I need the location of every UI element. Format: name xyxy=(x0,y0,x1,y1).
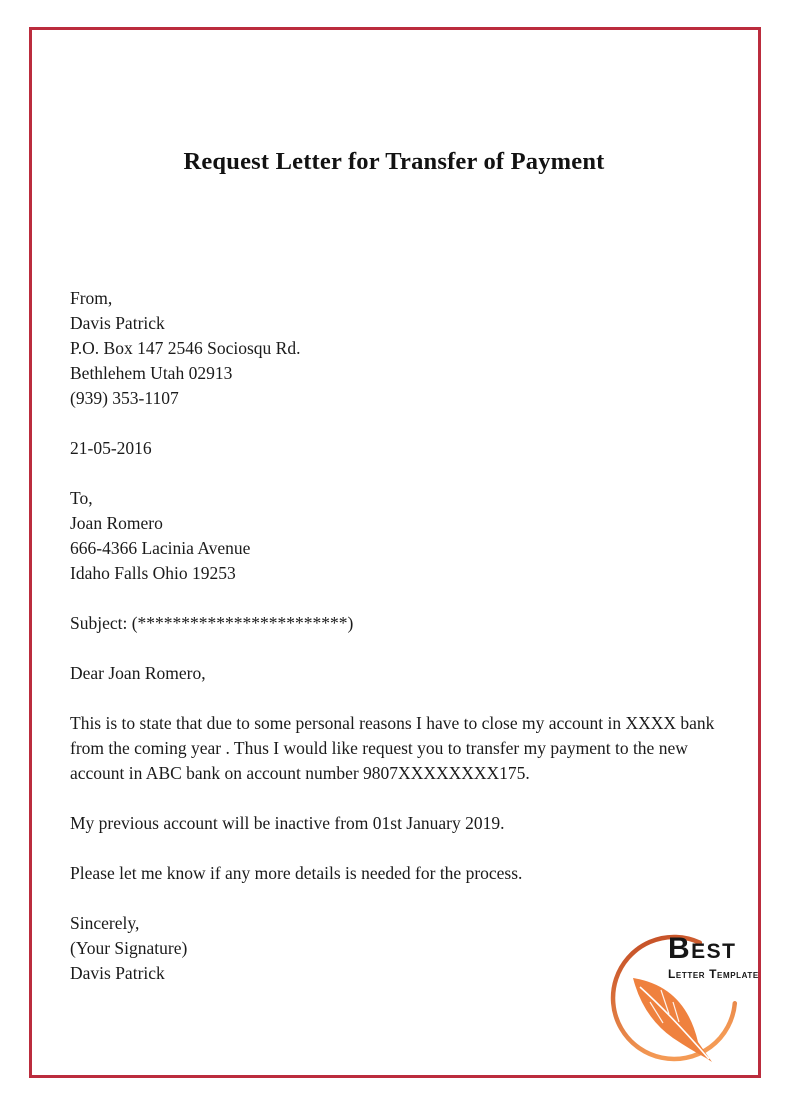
recipient-address-line2: Idaho Falls Ohio 19253 xyxy=(70,563,236,583)
sender-block xyxy=(70,286,730,411)
signature-name: Davis Patrick xyxy=(70,963,165,983)
salutation: Dear Joan Romero, xyxy=(70,663,206,683)
signature-placeholder: (Your Signature) xyxy=(70,938,188,958)
letter-body xyxy=(70,286,730,986)
letter-title: Request Letter for Transfer of Payment xyxy=(183,148,605,175)
body-paragraph-2: My previous account will be inactive from 01st January 2019. xyxy=(70,813,505,833)
sender-address-line1: P.O. Box 147 2546 Sociosqu Rd. xyxy=(70,338,301,358)
from-label: From, xyxy=(70,288,113,308)
to-label: To, xyxy=(70,488,93,508)
sender-address-line2: Bethlehem Utah 02913 xyxy=(70,363,233,383)
recipient-name: Joan Romero xyxy=(70,513,163,533)
sender-phone: (939) 353-1107 xyxy=(70,388,179,408)
recipient-block xyxy=(70,486,730,586)
body-paragraph-1: This is to state that due to some personal reasons I have to close my account in XXXX bank from the coming year . Thus I would like request you to transfer my payment to the new account in ABC bank on account number 9807XXXXXXXX175. xyxy=(70,713,715,783)
subject-line: Subject: (************************) xyxy=(70,613,354,633)
body-paragraph-3: Please let me know if any more details is needed for the process. xyxy=(70,863,523,883)
brand-name: Best xyxy=(668,932,737,965)
recipient-address-line1: 666-4366 Lacinia Avenue xyxy=(70,538,251,558)
closing-valediction: Sincerely, xyxy=(70,913,140,933)
brand-tagline: Letter Template xyxy=(668,967,759,981)
sender-name: Davis Patrick xyxy=(70,313,165,333)
letter-date: 21-05-2016 xyxy=(70,438,152,458)
